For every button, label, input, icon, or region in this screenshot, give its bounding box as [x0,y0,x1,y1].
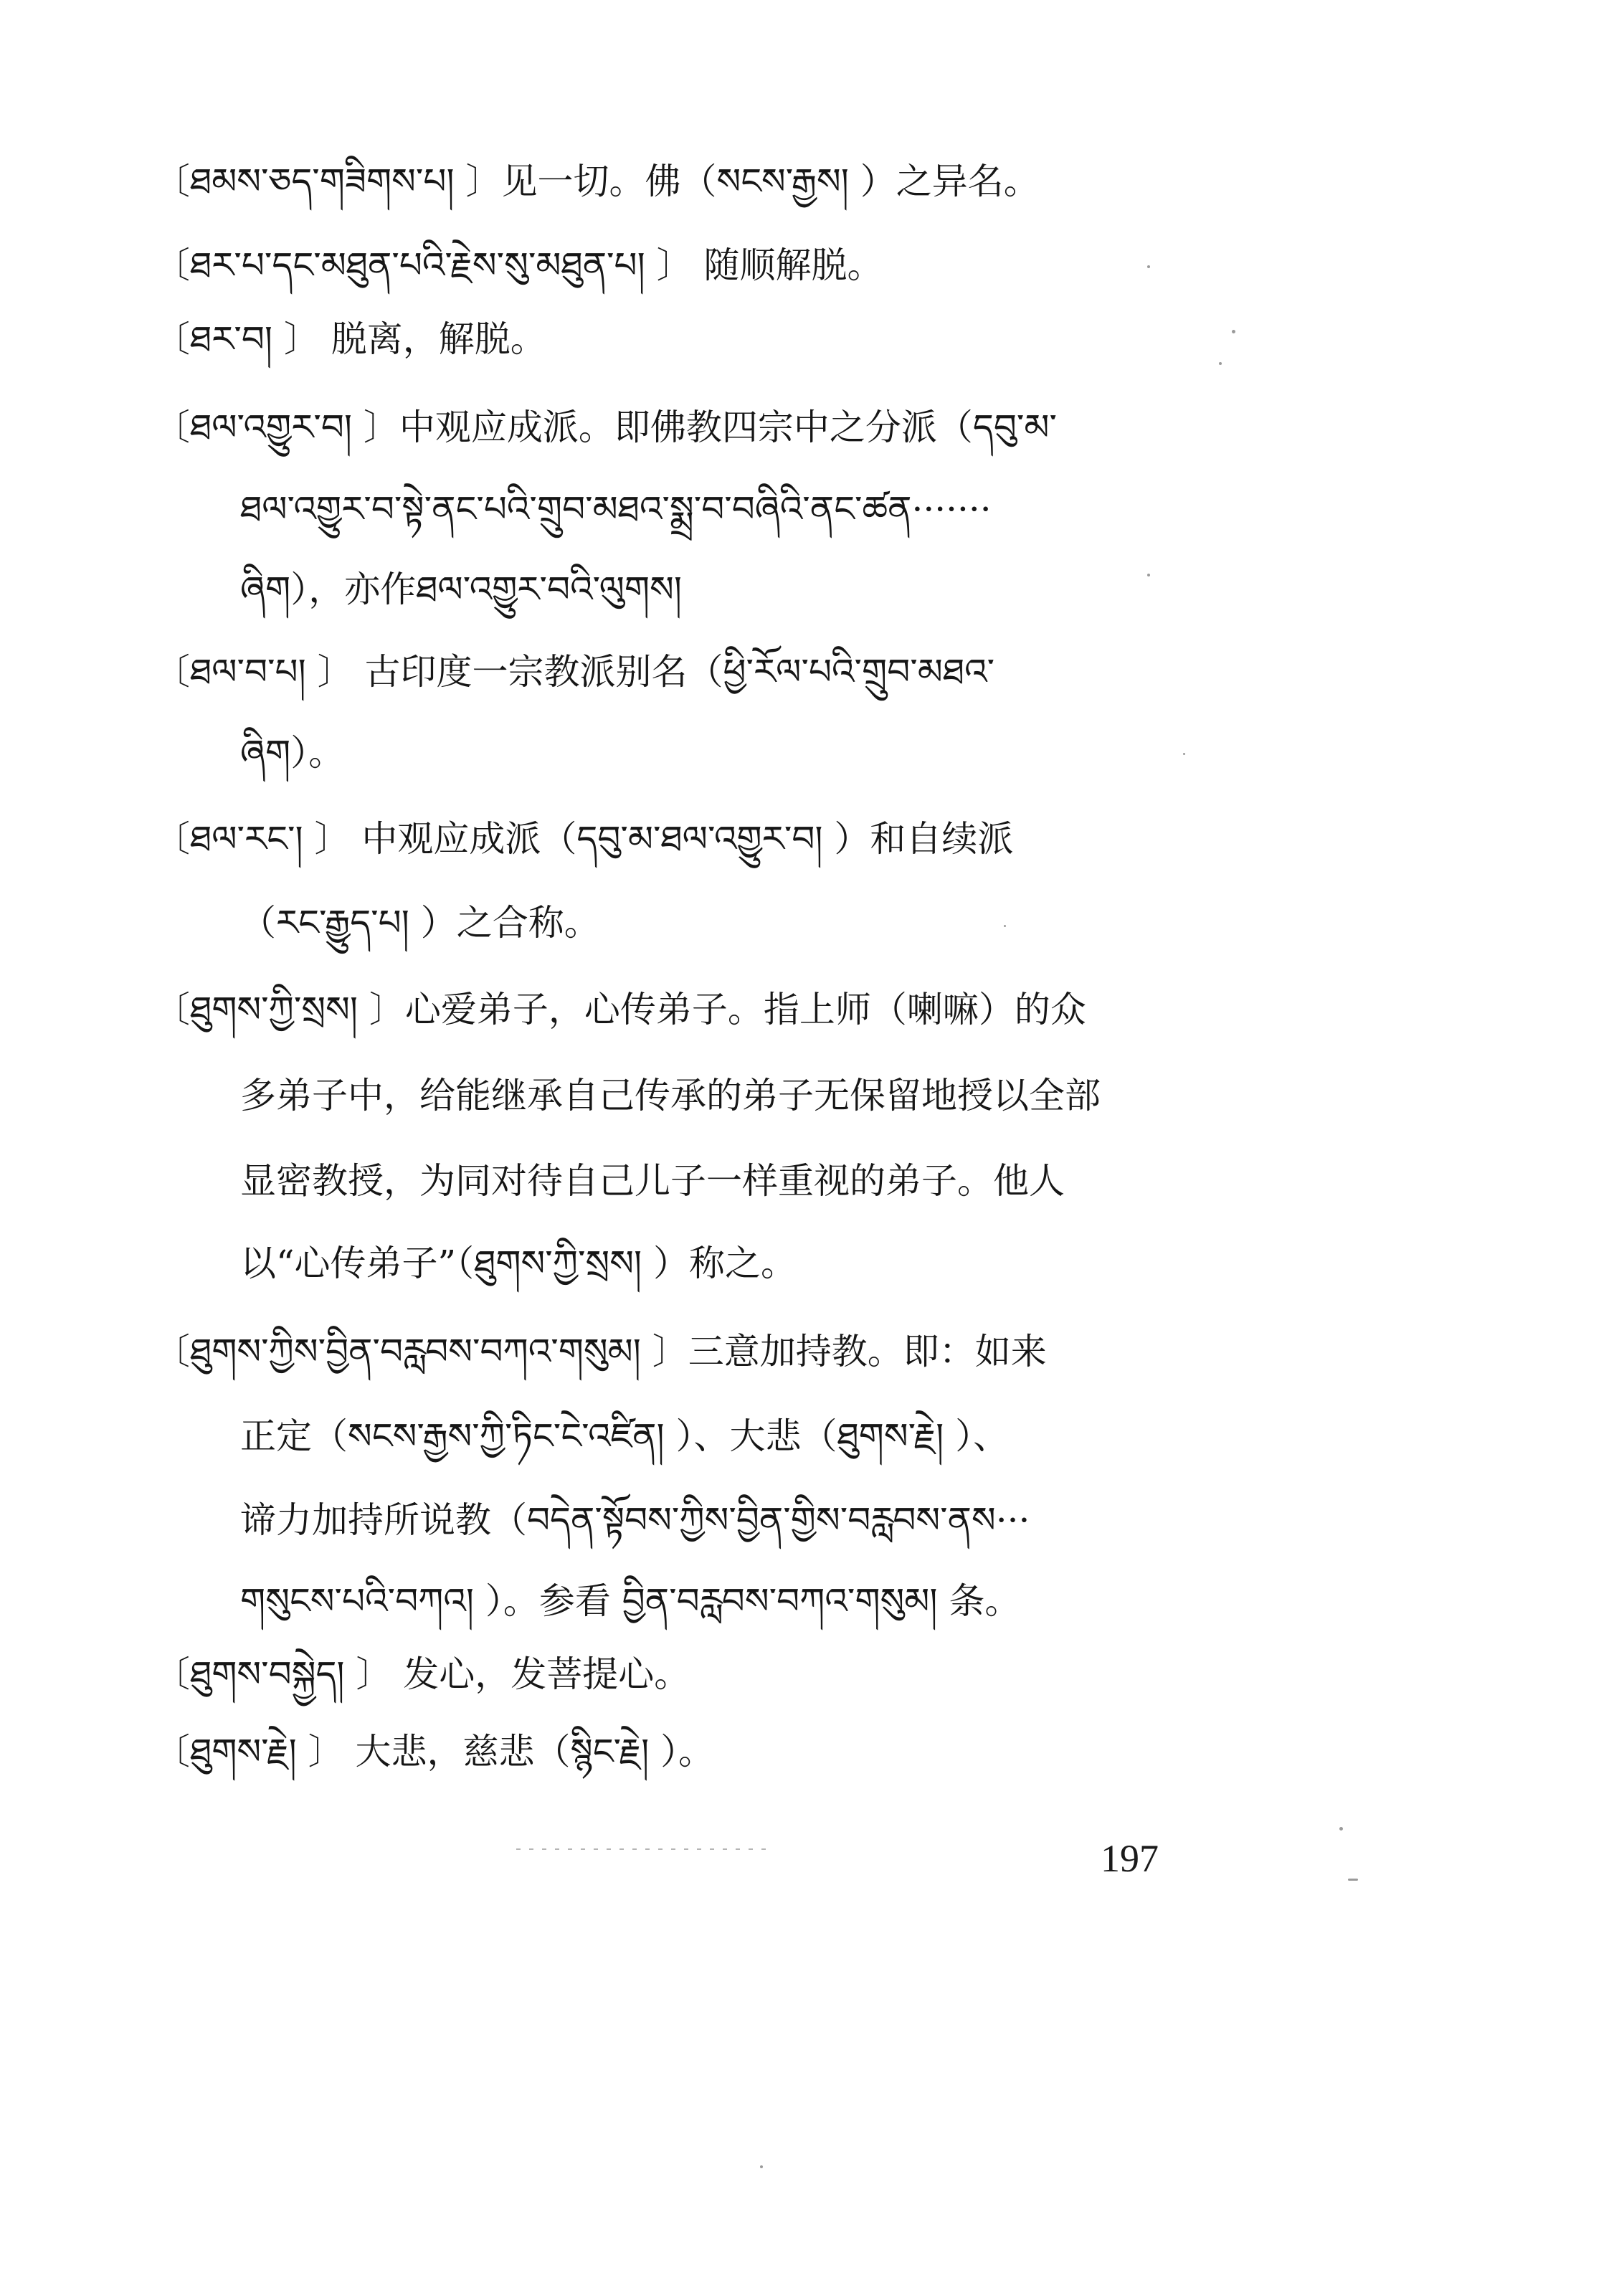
entry-1: 〔ཐམས་ཅད་གཟིགས་པ། 〕见一切。佛（སངས་རྒྱས། ）之异名。 [154,161,1040,202]
entry-9: 〔ཐུགས་བསྐྱེད། 〕 发心，发菩提心。 [154,1653,690,1695]
entry-4: 〔ཐལ་འགྱུར་བ། 〕中观应成派。即佛教四宗中之分派（དབུ་མ་ [154,407,1057,448]
entry-6: 〔ཐལ་རང་། 〕 中观应成派（དབུ་མ་ཐལ་འགྱུར་བ། ）和自续派 [154,818,1014,860]
page-number: 197 [1101,1837,1159,1880]
entry-8-line-3: 谛力加持所说教（བདེན་སྟོབས་ཀྱིས་བྱིན་གྱིས་བརླབས་ནས··· [240,1499,1030,1541]
entry-7: 〔ཐུགས་ཀྱི་སྲས། 〕心爱弟子，心传弟子。指上师（喇嘛）的众 [154,989,1086,1030]
entry-7-line-3: 显密教授，为同对待自己儿子一样重视的弟子。他人 [240,1160,1065,1202]
scan-speck [1147,265,1150,268]
scan-noise-line [516,1848,774,1850]
scan-speck [1339,1827,1343,1831]
scan-speck [760,2165,763,2168]
scan-speck [1183,753,1185,755]
entry-8-line-2: 正定（སངས་རྒྱས་ཀྱི་ཏིང་ངེ་འཛིན། ）、大悲（ཐུགས་རྗེ། ）、 [240,1415,1010,1457]
entry-6-line-2: （རང་རྒྱུད་པ། ）之合称。 [240,902,600,944]
entry-4-line-3: ཞིག），亦作ཐལ་འགྱུར་བའི་ལུགས། [240,569,682,610]
scan-speck [1348,1879,1358,1881]
entry-2: 〔ཐར་པ་དང་མཐུན་པའི་རྗེས་སུ་མཐུན་པ། 〕 随顺解脱。 [154,245,883,286]
scan-speck [1147,574,1150,576]
entry-10: 〔ཐུགས་རྗེ། 〕 大悲，慈悲（སྙིང་རྗེ། ）。 [154,1731,715,1772]
entry-7-line-4: 以“心传弟子”（ཐུགས་ཀྱི་སྲས། ）称之。 [240,1243,797,1284]
scan-speck [1232,330,1235,333]
scan-speck [1219,362,1222,365]
entry-3: 〔ཐར་བ། 〕 脱离，解脱。 [154,318,546,360]
entry-4-line-2: ཐལ་འགྱུར་བ་སྟེ་ནང་པའི་གྲུབ་མཐའ་སྨྲ་བ་བཞིའི་ནང་ཚན······· [240,488,992,530]
entry-8: 〔ཐུགས་ཀྱིས་བྱིན་བརླབས་བཀའ་གསུམ། 〕三意加持教。即：如来 [154,1331,1047,1372]
entry-8-line-4: གསུངས་པའི་བཀའ། ）。参看 བྱིན་བརླབས་བཀའ་གསུམ། 条。 [240,1580,1021,1622]
entry-7-line-2: 多弟子中，给能继承自己传承的弟子无保留地授以全部 [240,1075,1101,1116]
entry-5: 〔ཐལ་བ་པ། 〕 古印度一宗教派别名（ཕྱི་རོལ་པའི་གྲུབ་མཐའ་ [154,651,995,693]
scan-speck [1004,925,1006,927]
entry-5-line-2: ཞིག）。 [240,732,345,774]
